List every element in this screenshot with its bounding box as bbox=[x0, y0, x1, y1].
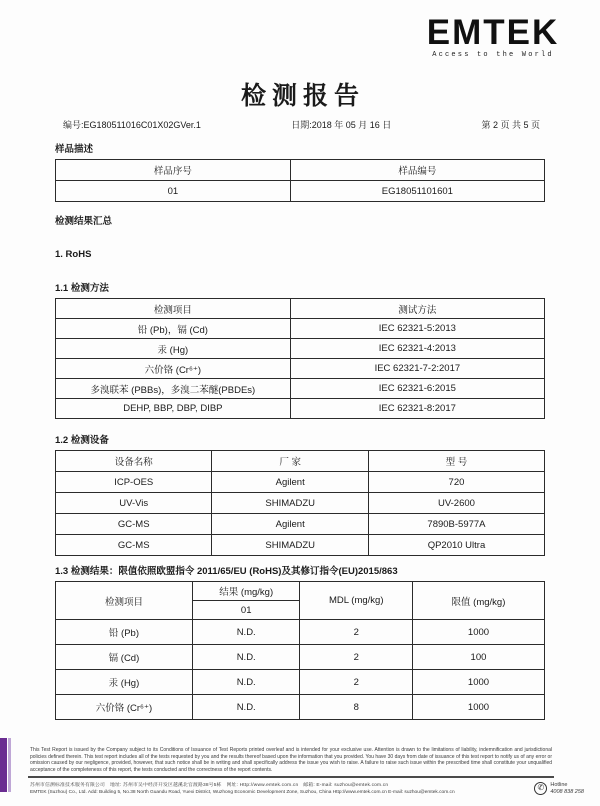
equipment-name: GC-MS bbox=[56, 535, 212, 556]
col-test-item: 检测项目 bbox=[56, 299, 291, 319]
company-info-en: EMTEK (Suzhou) Co., Ltd. Add: Building 5, No.38 North Guandu Road, Yuexi District, Wuzhong Economic Development Zone, Suzhou, China Http://www.emtek.com.cn E-mail: suzhou@emtek.com.cn bbox=[30, 789, 455, 795]
sample-description-heading: 样品描述 bbox=[55, 144, 94, 155]
result-limit: 100 bbox=[412, 645, 544, 670]
hotline bbox=[534, 782, 584, 795]
emtek-logo bbox=[408, 13, 578, 59]
method-heading: 1.1 检测方法 bbox=[55, 283, 109, 294]
table-row bbox=[56, 319, 545, 339]
phone-icon: ✆ bbox=[534, 782, 547, 795]
method-standard: IEC 62321-7-2:2017 bbox=[290, 359, 544, 379]
equipment-maker: Agilent bbox=[212, 472, 368, 493]
page-title: 检测报告 bbox=[240, 82, 365, 110]
table-row bbox=[56, 359, 545, 379]
sample-serial-value: 01 bbox=[56, 181, 291, 202]
method-standard: IEC 62321-8:2017 bbox=[290, 399, 544, 419]
method-item: 六价铬 (Cr⁶⁺) bbox=[56, 359, 291, 379]
col-sample-id: 01 bbox=[192, 601, 300, 620]
result-limit: 1000 bbox=[412, 670, 544, 695]
col-limit: 限值 (mg/kg) bbox=[412, 582, 544, 620]
method-standard: IEC 62321-5:2013 bbox=[290, 319, 544, 339]
table-header-row bbox=[56, 451, 545, 472]
result-mdl: 2 bbox=[300, 645, 412, 670]
equipment-model: QP2010 Ultra bbox=[368, 535, 544, 556]
equipment-name: ICP-OES bbox=[56, 472, 212, 493]
equipment-name: UV-Vis bbox=[56, 493, 212, 514]
table-header-row bbox=[56, 299, 545, 319]
table-row bbox=[56, 493, 545, 514]
report-meta-row bbox=[0, 118, 600, 131]
report-date: 日期:2018 年 05 月 16 日 bbox=[291, 120, 392, 130]
company-info bbox=[30, 782, 482, 796]
result-value: N.D. bbox=[192, 670, 300, 695]
purple-accent-bar bbox=[0, 738, 11, 792]
col-mdl: MDL (mg/kg) bbox=[300, 582, 412, 620]
col-sample-serial: 样品序号 bbox=[56, 160, 291, 181]
brand-tagline: Access to the World bbox=[432, 51, 554, 59]
hotline-label: Hotline bbox=[550, 782, 568, 788]
sample-code-value: EG18051101601 bbox=[290, 181, 544, 202]
result-mdl: 8 bbox=[300, 695, 412, 720]
result-value: N.D. bbox=[192, 695, 300, 720]
col-equipment-model: 型 号 bbox=[368, 451, 544, 472]
method-table bbox=[55, 298, 545, 419]
col-result-value: 结果 (mg/kg) bbox=[192, 582, 300, 601]
col-result-item: 检测项目 bbox=[56, 582, 193, 620]
company-info-cn: 苏州市信测标准技术服务有限公司 地址: 苏州市吴中经济开发区越溪北官渡路38号5栋 网址: Http://www.emtek.com.cn 邮箱: E-mail: suzhou@emtek.com.cn bbox=[30, 782, 389, 788]
result-limit: 1000 bbox=[412, 620, 544, 645]
table-row bbox=[56, 535, 545, 556]
result-limit: 1000 bbox=[412, 695, 544, 720]
hotline-number: 4008 838 258 bbox=[550, 788, 584, 795]
equipment-table bbox=[55, 450, 545, 556]
table-row bbox=[56, 695, 545, 720]
equipment-model: 720 bbox=[368, 472, 544, 493]
col-equipment-maker: 厂 家 bbox=[212, 451, 368, 472]
table-row bbox=[56, 399, 545, 419]
table-header-row bbox=[56, 582, 545, 601]
equipment-model: 7890B-5977A bbox=[368, 514, 544, 535]
brand-name: EMTEK bbox=[426, 13, 560, 52]
table-row bbox=[56, 339, 545, 359]
col-equipment-name: 设备名称 bbox=[56, 451, 212, 472]
result-item: 铅 (Pb) bbox=[56, 620, 193, 645]
table-row bbox=[56, 645, 545, 670]
result-mdl: 2 bbox=[300, 620, 412, 645]
rohs-heading: 1. RoHS bbox=[55, 249, 92, 260]
equipment-model: UV-2600 bbox=[368, 493, 544, 514]
table-row bbox=[56, 514, 545, 535]
summary-heading: 检测结果汇总 bbox=[55, 216, 113, 227]
disclaimer-text: This Test Report is issued by the Company subject to its Conditions of Issuance of Test Reports printed overleaf and is intended for your exclusive use. Attention is drawn to the limitations of liability, indemnification and jurisdictional policies defined therein. This test report includes all of the tests requested by you and the results thereof based upon the information that you provided. You have 30 days from date of issuance of this test report to notify us of any error or omission caused by our negligence, provided, however, that such notice shall be in writing and shall specifically address the issue you wish to raise. A failure to raise such issue within the prescribed time shall constitute your unqualified acceptance of the completeness of this report, the tests conducted and the correctness of the report contents. bbox=[30, 747, 552, 773]
method-standard: IEC 62321-4:2013 bbox=[290, 339, 544, 359]
equipment-maker: SHIMADZU bbox=[212, 493, 368, 514]
equipment-maker: SHIMADZU bbox=[212, 535, 368, 556]
page-indicator: 第 2 页 共 5 页 bbox=[481, 120, 540, 130]
table-header-row bbox=[56, 160, 545, 181]
result-value: N.D. bbox=[192, 620, 300, 645]
result-value: N.D. bbox=[192, 645, 300, 670]
method-standard: IEC 62321-6:2015 bbox=[290, 379, 544, 399]
col-test-method: 测试方法 bbox=[290, 299, 544, 319]
result-mdl: 2 bbox=[300, 670, 412, 695]
table-row bbox=[56, 670, 545, 695]
method-item: 铅 (Pb)，镉 (Cd) bbox=[56, 319, 291, 339]
equipment-maker: Agilent bbox=[212, 514, 368, 535]
results-heading: 1.3 检测结果：限值依照欧盟指令 2011/65/EU (RoHS)及其修订指令(EU)2015/863 bbox=[55, 566, 398, 577]
table-row bbox=[56, 379, 545, 399]
col-sample-code: 样品编号 bbox=[290, 160, 544, 181]
result-item: 汞 (Hg) bbox=[56, 670, 193, 695]
table-row bbox=[56, 181, 545, 202]
equipment-heading: 1.2 检测设备 bbox=[55, 435, 109, 446]
report-number: 编号:EG180511016C01X02GVer.1 bbox=[63, 120, 201, 130]
table-row bbox=[56, 620, 545, 645]
footer-divider bbox=[28, 776, 554, 778]
results-table bbox=[55, 581, 545, 720]
table-row bbox=[56, 472, 545, 493]
result-item: 六价铬 (Cr⁶⁺) bbox=[56, 695, 193, 720]
method-item: 汞 (Hg) bbox=[56, 339, 291, 359]
method-item: DEHP, BBP, DBP, DIBP bbox=[56, 399, 291, 419]
result-item: 镉 (Cd) bbox=[56, 645, 193, 670]
equipment-name: GC-MS bbox=[56, 514, 212, 535]
method-item: 多溴联苯 (PBBs)，多溴二苯醚(PBDEs) bbox=[56, 379, 291, 399]
sample-description-table bbox=[55, 159, 545, 202]
